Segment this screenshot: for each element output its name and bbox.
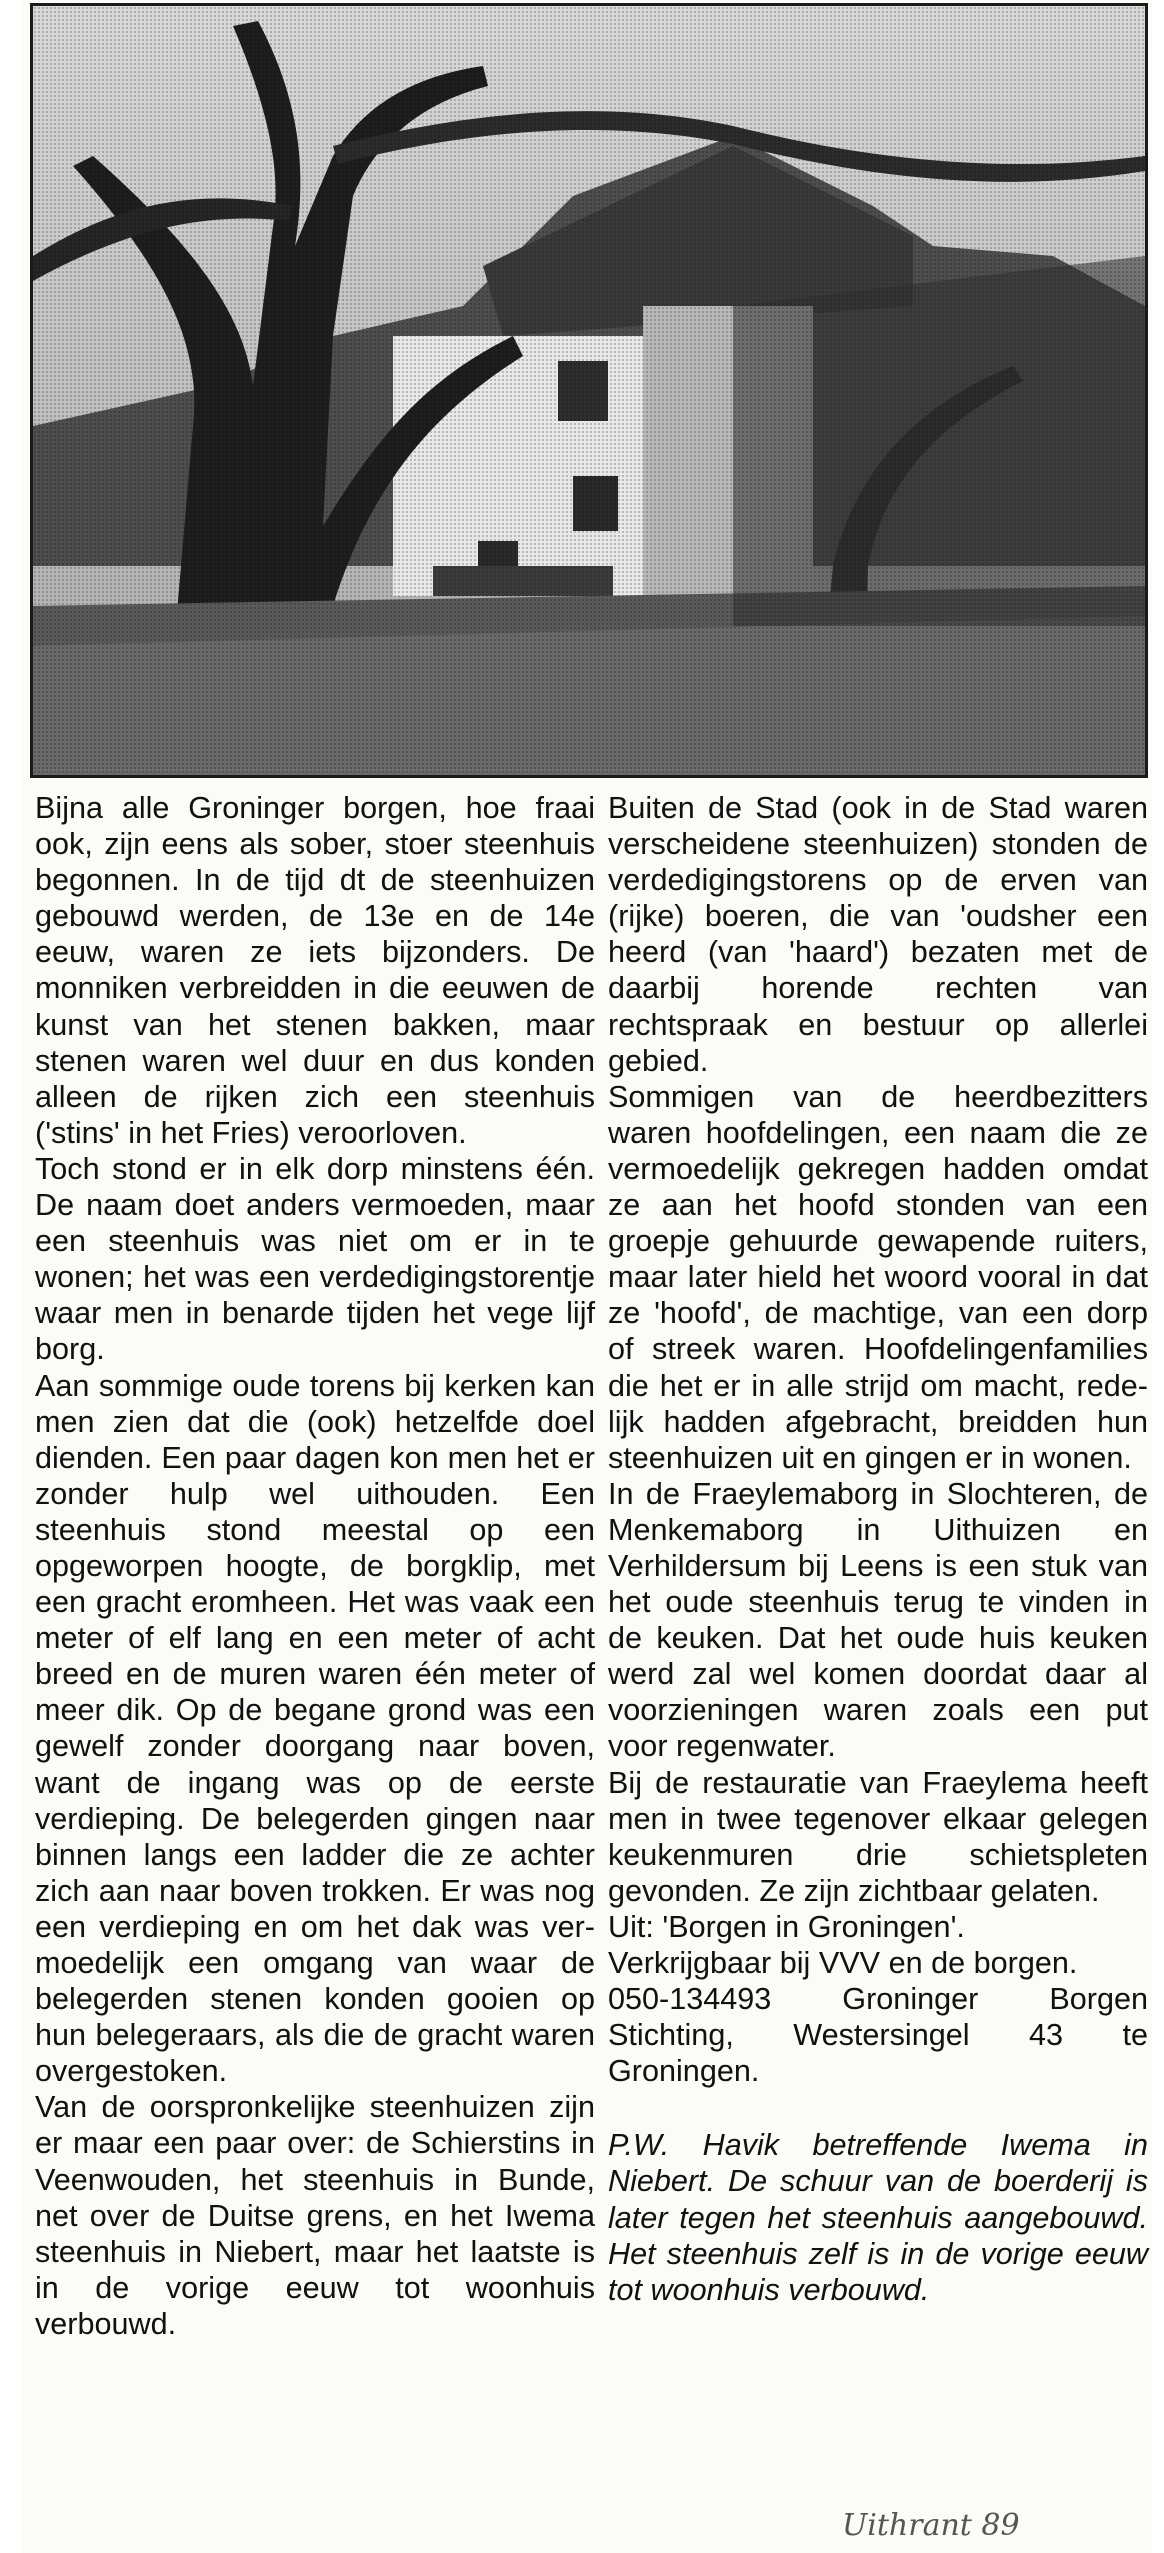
article-paragraph: Toch stond er in elk dorp minstens één. De naam doet anders vermoeden, maar een steenhuis was niet om er in te wonen; het was een verdedigingstorentje waar men in benarde tijden het vege lijf borg. [35, 1151, 595, 1367]
handwritten-note [838, 2503, 1138, 2547]
article-left-column [35, 790, 595, 2342]
article-paragraph: Bij de restauratie van Fraeylema heeft men in twee tegenover elkaar gelegen keukenmuren drie schietspleten gevonden. Ze zijn zichtbaar gelaten. [608, 1765, 1148, 1908]
spacer [608, 2089, 1148, 2127]
article-photo [30, 3, 1148, 778]
handwritten-note-text: Uithrant 89 [842, 2508, 1020, 2543]
contact-line: 050-134493 Groninger Borgen Stichting, Westersingel 43 te Groningen. [608, 1982, 1148, 2089]
article-paragraph: Aan sommige oude torens bij kerken kan men zien dat die (ook) hetzelfde doel dienden. Een paar dagen kon men het er zonder hulp wel uithouden. Een steenhuis stond meestal op een opgeworpen hoogte, de borgklip, met een gracht eromheen. Het was vaak een meter of elf lang en een meter of acht breed en de muren waren één meter of meer dik. Op de begane grond was een gewelf zonder doorgang naar boven, want de ingang was op de eerste verdieping. De belegerden gingen naar binnen langs een ladder die ze achter zich aan naar boven trokken. Er was nog een verdieping en om het dak was vermoedelijk een omgang van waar de belegerden stenen konden gooien op hun belegeraars, als die de gracht waren overgestoken. [35, 1368, 595, 2089]
photo-caption: P.W. Havik betreffende Iwema in Niebert. De schuur van de boerderij is later tegen het steenhuis aangebouwd. Het steenhuis zelf is in de vorige eeuw tot woonhuis verbouwd. [608, 2128, 1148, 2307]
farmhouse-photo-image [33, 6, 1145, 775]
article-paragraph: Buiten de Stad (ook in de Stad waren verscheidene steenhuizen) stonden de verdedigingstorens op de erven van (rijke) boeren, die van 'oudsher een heerd (van 'haard') bezaten met de daarbij horende rechten van rechtspraak en bestuur op allerlei gebied. [608, 791, 1148, 1078]
article-paragraph: In de Fraeylemaborg in Slochteren, de Menkemaborg in Uithuizen en Verhildersum bij Leens is een stuk van het oude steenhuis terug te vinden in de keuken. Dat het oude huis keuken werd zal wel komen doordat daar al voorzieningen waren zoals een put voor regenwater. [608, 1476, 1148, 1764]
article-paragraph: Sommigen van de heerdbezitters waren hoofdelingen, een naam die ze vermoedelijk gekregen hadden omdat ze aan het hoofd stonden van een groepje gehuurde gewapende ruiters, maar later hield het woord vooral in dat ze 'hoofd', de machtige, van een dorp of streek waren. Hoofdelingenfamilies die het er in alle strijd om macht, redelijk hadden afgebracht, breidden hun steenhuizen uit en gingen er in wonen. [608, 1079, 1148, 1475]
article-paragraph: Bijna alle Groninger borgen, hoe fraai ook, zijn eens als sober, stoer steenhuis begonnen. In de tijd dt de steenhuizen gebouwd werden, de 13e en de 14e eeuw, waren ze iets bijzonders. De monniken verbreidden in die eeuwen de kunst van het stenen bakken, maar stenen waren wel duur en dus konden alleen de rijken zich een steenhuis ('stins' in het Fries) veroorloven. [35, 791, 595, 1150]
source-line: Uit: 'Borgen in Groningen'. [608, 1909, 965, 1944]
article-right-column [608, 790, 1148, 2308]
article-paragraph: Van de oorspronkelijke steenhuizen zijn er maar een paar over: de Schierstins in Veenwouden, het steenhuis in Bunde, net over de Duitse grens, en het Iwema steenhuis in Niebert, maar het laatste is in de vorige eeuw tot woonhuis verbouwd. [35, 2090, 595, 2341]
availability-line: Verkrijgbaar bij VVV en de borgen. [608, 1946, 1078, 1980]
